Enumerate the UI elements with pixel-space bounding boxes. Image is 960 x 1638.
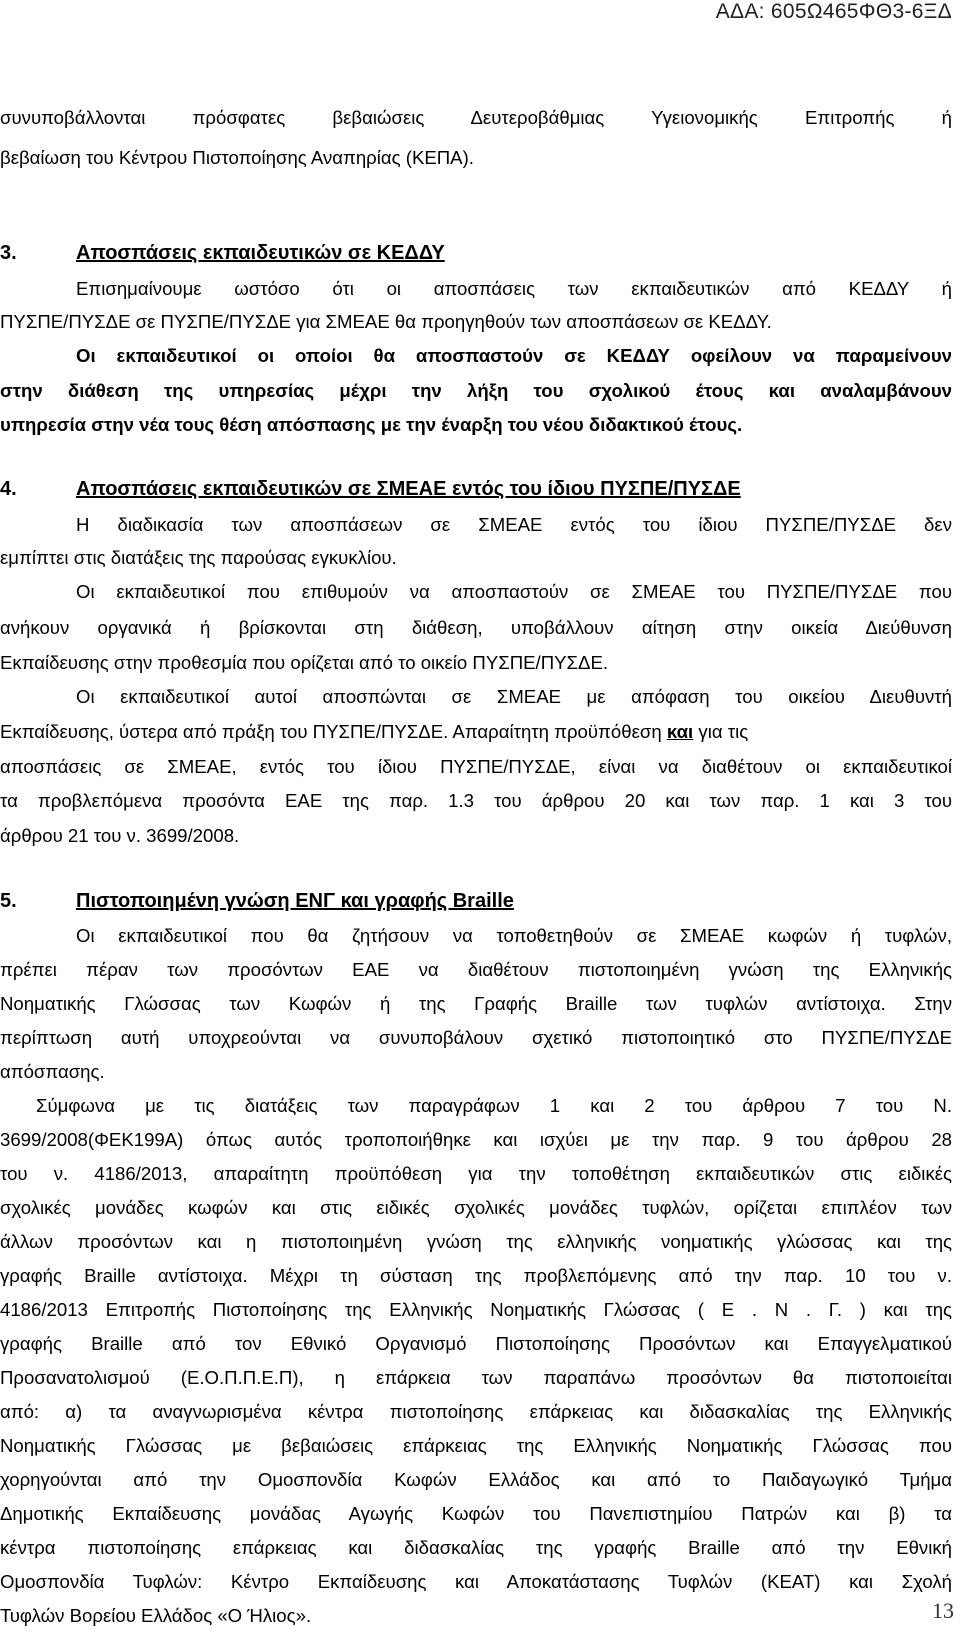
- section-4-line-8: αποσπάσεις σε ΣΜΕΑΕ, εντός του ίδιου ΠΥΣΠΕ/ΠΥΣΔΕ, είναι να διαθέτουν οι εκπαιδευτικοί: [0, 756, 952, 777]
- section-4-line-10: άρθρου 21 του ν. 3699/2008.: [0, 825, 240, 846]
- section-5-line-15: από: α) τα αναγνωρισμένα κέντρα πιστοποίησης επάρκειας και διδασκαλίας της Ελληνικής: [0, 1401, 952, 1422]
- section-5-line-13: γραφής Braille από τον Εθνικό Οργανισμό Πιστοποίησης Προσόντων και Επαγγελματικού: [0, 1333, 952, 1354]
- section-5-line-7: 3699/2008(ΦΕΚ199Α) όπως αυτός τροποποιήθηκε και ισχύει με την παρ. 9 του άρθρου 28: [0, 1129, 952, 1150]
- section-3-line-1: Επισημαίνουμε ωστόσο ότι οι αποσπάσεις των εκπαιδευτικών από ΚΕΔΔΥ ή: [76, 278, 952, 299]
- section-3-line-2: ΠΥΣΠΕ/ΠΥΣΔΕ σε ΠΥΣΠΕ/ΠΥΣΔΕ για ΣΜΕΑΕ θα προηγηθούν των αποσπάσεων σε ΚΕΔΔΥ.: [0, 311, 772, 332]
- section-4-line-5: Εκπαίδευσης στην προθεσμία που ορίζεται από το οικείο ΠΥΣΠΕ/ΠΥΣΔΕ.: [0, 652, 609, 673]
- section-4-line-6: Οι εκπαιδευτικοί αυτοί αποσπώνται σε ΣΜΕΑΕ με απόφαση του οικείου Διευθυντή: [76, 686, 952, 707]
- section-3-bold-line-1: Οι εκπαιδευτικοί οι οποίοι θα αποσπαστούν σε ΚΕΔΔΥ οφείλουν να παραμείνουν: [76, 345, 952, 366]
- section-3-heading: [0, 238, 952, 268]
- section-5-line-21: Τυφλών Βορείου Ελλάδος «Ο Ήλιος».: [0, 1605, 312, 1626]
- section-3-bold-line-2: στην διάθεση της υπηρεσίας μέχρι την λήξη του σχολικού έτους και αναλαμβάνουν: [0, 380, 952, 401]
- section-5-line-14: Προσανατολισμού (Ε.Ο.Π.Π.Ε.Π), η επάρκεια των παραπάνω προσόντων θα πιστοποιείται: [0, 1367, 952, 1388]
- section-5-line-10: άλλων προσόντων και η πιστοποιημένη γνώση της ελληνικής νοηματικής γλώσσας και της: [0, 1231, 952, 1252]
- emphasis-kai: και: [666, 721, 694, 742]
- intro-line-1: συνυποβάλλονται πρόσφατες βεβαιώσεις Δευτεροβάθμιας Υγειονομικής Επιτροπής ή: [0, 107, 952, 128]
- section-5-line-5: απόσπασης.: [0, 1061, 105, 1082]
- section-5-line-16: Νοηματικής Γλώσσας με βεβαιώσεις επάρκειας της Ελληνικής Νοηματικής Γλώσσας που: [0, 1435, 952, 1456]
- section-5-line-17: χορηγούνται από την Ομοσπονδία Κωφών Ελλάδος και από το Παιδαγωγικό Τμήμα: [0, 1469, 952, 1490]
- section-5-line-6: Σύμφωνα με τις διατάξεις των παραγράφων 1 και 2 του άρθρου 7 του Ν.: [36, 1095, 952, 1116]
- section-5-line-9: σχολικές μονάδες κωφών και στις ειδικές σχολικές μονάδες τυφλών, ορίζεται επιπλέον των: [0, 1197, 952, 1218]
- section-5-line-8: του ν. 4186/2013, απαραίτητη προϋπόθεση για την τοποθέτηση εκπαιδευτικών στις ειδικές: [0, 1163, 952, 1184]
- section-5-number: 5.: [0, 890, 17, 912]
- section-5-line-2: πρέπει πέραν των προσόντων ΕΑΕ να διαθέτουν πιστοποιημένη γνώση της Ελληνικής: [0, 959, 952, 980]
- section-4-number: 4.: [0, 478, 17, 500]
- section-4-heading: [0, 474, 952, 504]
- section-5-title: Πιστοποιημένη γνώση ΕΝΓ και γραφής Braille: [76, 890, 514, 912]
- section-4-line-1: Η διαδικασία των αποσπάσεων σε ΣΜΕΑΕ εντός του ίδιου ΠΥΣΠΕ/ΠΥΣΔΕ δεν: [76, 514, 952, 535]
- section-4-line-3: Οι εκπαιδευτικοί που επιθυμούν να αποσπαστούν σε ΣΜΕΑΕ του ΠΥΣΠΕ/ΠΥΣΔΕ που: [76, 581, 952, 602]
- section-4-line-2: εμπίπτει στις διατάξεις της παρούσας εγκυκλίου.: [0, 547, 397, 568]
- section-5-heading: [0, 886, 952, 916]
- section-5-line-3: Νοηματικής Γλώσσας των Κωφών ή της Γραφής Braille των τυφλών αντίστοιχα. Στην: [0, 993, 952, 1014]
- section-4-line-7: [0, 717, 952, 747]
- intro-line-2: βεβαίωση του Κέντρου Πιστοποίησης Αναπηρίας (ΚΕΠΑ).: [0, 147, 474, 168]
- section-4-line-4: ανήκουν οργανικά ή βρίσκονται στη διάθεση, υποβάλλουν αίτηση στην οικεία Διεύθυνση: [0, 617, 952, 638]
- section-5-line-19: κέντρα πιστοποίησης επάρκειας και διδασκαλίας της γραφής Braille από την Εθνική: [0, 1537, 952, 1558]
- section-5-line-11: γραφής Braille αντίστοιχα. Μέχρι τη σύσταση της προβλεπόμενης από την παρ. 10 του ν.: [0, 1265, 952, 1286]
- section-3-bold-line-3: υπηρεσία στην νέα τους θέση απόσπασης με την έναρξη του νέου διδακτικού έτους.: [0, 414, 743, 435]
- section-4-line-7-text: Εκπαίδευσης, ύστερα από πράξη του ΠΥΣΠΕ/ΠΥΣΔΕ. Απαραίτητη προϋπόθεση: [0, 721, 662, 742]
- section-3-title: Αποσπάσεις εκπαιδευτικών σε ΚΕΔΔΥ: [76, 242, 445, 264]
- section-3-number: 3.: [0, 242, 17, 264]
- section-5-line-20: Ομοσπονδία Τυφλών: Κέντρο Εκπαίδευσης και Αποκατάστασης Τυφλών (ΚΕΑΤ) και Σχολή: [0, 1571, 952, 1592]
- section-5-line-1: Οι εκπαιδευτικοί που θα ζητήσουν να τοποθετηθούν σε ΣΜΕΑΕ κωφών ή τυφλών,: [76, 925, 952, 946]
- section-4-line-9: τα προβλεπόμενα προσόντα ΕΑΕ της παρ. 1.3 του άρθρου 20 και των παρ. 1 και 3 του: [0, 790, 952, 811]
- ada-code: ΑΔΑ: 605Ω465ΦΘ3-6ΞΔ: [715, 0, 952, 23]
- section-4-title: Αποσπάσεις εκπαιδευτικών σε ΣΜΕΑΕ εντός του ίδιου ΠΥΣΠΕ/ΠΥΣΔΕ: [76, 478, 741, 500]
- section-4-line-7-tail: για τις: [698, 721, 749, 742]
- section-5-line-12: 4186/2013 Επιτροπής Πιστοποίησης της Ελληνικής Νοηματικής Γλώσσας ( Ε . Ν . Γ. ) και της: [0, 1299, 952, 1320]
- section-5-line-18: Δημοτικής Εκπαίδευσης μονάδας Αγωγής Κωφών του Πανεπιστημίου Πατρών και β) τα: [0, 1503, 952, 1524]
- section-5-line-4: περίπτωση αυτή υποχρεούνται να συνυποβάλουν σχετικό πιστοποιητικό στο ΠΥΣΠΕ/ΠΥΣΔΕ: [0, 1027, 952, 1048]
- page-number: 13: [932, 1598, 954, 1623]
